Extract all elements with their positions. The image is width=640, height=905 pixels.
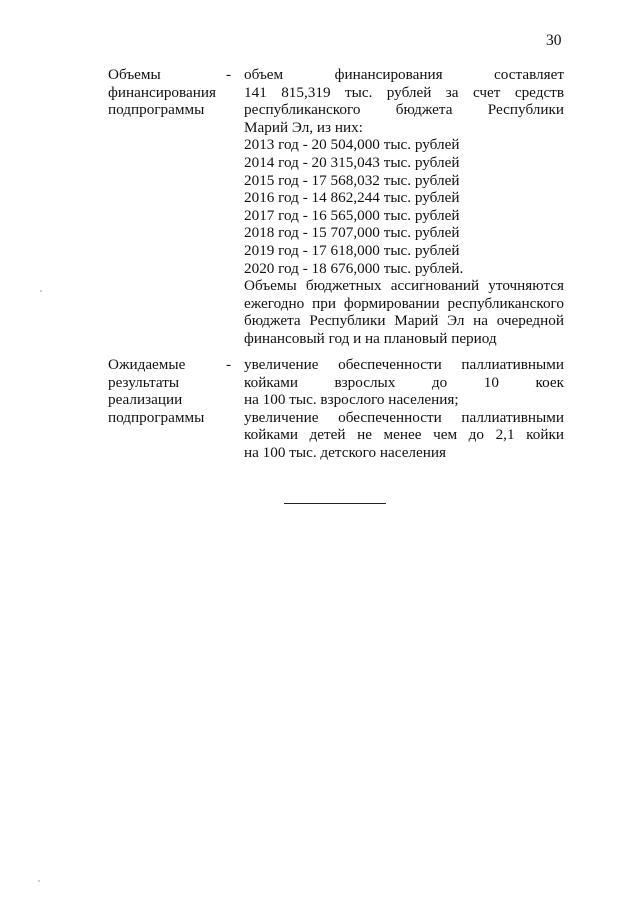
label-line: подпрограммы bbox=[108, 101, 205, 119]
content-line: на 100 тыс. взрослого населения; bbox=[244, 391, 459, 409]
year-line-2019: 2019 год - 17 618,000 тыс. рублей bbox=[244, 241, 460, 259]
row-dash: - bbox=[226, 356, 232, 373]
content-line: Объемы бюджетных ассигнований уточняются bbox=[244, 277, 564, 295]
content-line: 141 815,319 тыс. рублей за счет средств bbox=[244, 83, 564, 101]
content-line: увеличение обеспеченности паллиативными bbox=[244, 408, 564, 426]
row-content bbox=[244, 356, 564, 462]
year-line-2017: 2017 год - 16 565,000 тыс. рублей bbox=[244, 206, 460, 224]
row-content bbox=[244, 66, 564, 348]
scan-speck bbox=[40, 290, 42, 292]
label-line: Объемы bbox=[108, 66, 161, 83]
row-label bbox=[108, 356, 220, 426]
label-line: реализации bbox=[108, 391, 183, 409]
year-line-2020: 2020 год - 18 676,000 тыс. рублей. bbox=[244, 259, 464, 277]
label-line: подпрограммы bbox=[108, 408, 205, 426]
content-line: республиканского бюджета Республики bbox=[244, 101, 564, 119]
label-line: финансирования bbox=[108, 83, 216, 101]
scan-speck bbox=[38, 880, 40, 882]
content-line: на 100 тыс. детского населения bbox=[244, 443, 446, 461]
row-label bbox=[108, 66, 220, 119]
content-line: ежегодно при формировании республиканского bbox=[244, 294, 564, 312]
label-line: Ожидаемые bbox=[108, 356, 186, 373]
year-line-2016: 2016 год - 14 862,244 тыс. рублей bbox=[244, 189, 460, 207]
year-line-2014: 2014 год - 20 315,043 тыс. рублей bbox=[244, 153, 460, 171]
content-line: койками детей не менее чем до 2,1 койки bbox=[244, 426, 564, 444]
row-dash: - bbox=[226, 66, 232, 83]
page-number: 30 bbox=[546, 32, 562, 49]
content-line: финансовый год и на плановый период bbox=[244, 329, 497, 347]
content-line: бюджета Республики Марий Эл на очередной bbox=[244, 312, 564, 330]
content-line: объем финансирования составляет bbox=[244, 66, 564, 83]
year-line-2018: 2018 год - 15 707,000 тыс. рублей bbox=[244, 224, 460, 242]
year-line-2015: 2015 год - 17 568,032 тыс. рублей bbox=[244, 171, 460, 189]
year-line-2013: 2013 год - 20 504,000 тыс. рублей bbox=[244, 136, 460, 154]
end-separator-line bbox=[284, 503, 386, 504]
content-line: увеличение обеспеченности паллиативными bbox=[244, 356, 564, 373]
content-line: койками взрослых до 10 коек bbox=[244, 373, 564, 391]
content-line: Марий Эл, из них: bbox=[244, 118, 363, 136]
label-line: результаты bbox=[108, 373, 180, 391]
